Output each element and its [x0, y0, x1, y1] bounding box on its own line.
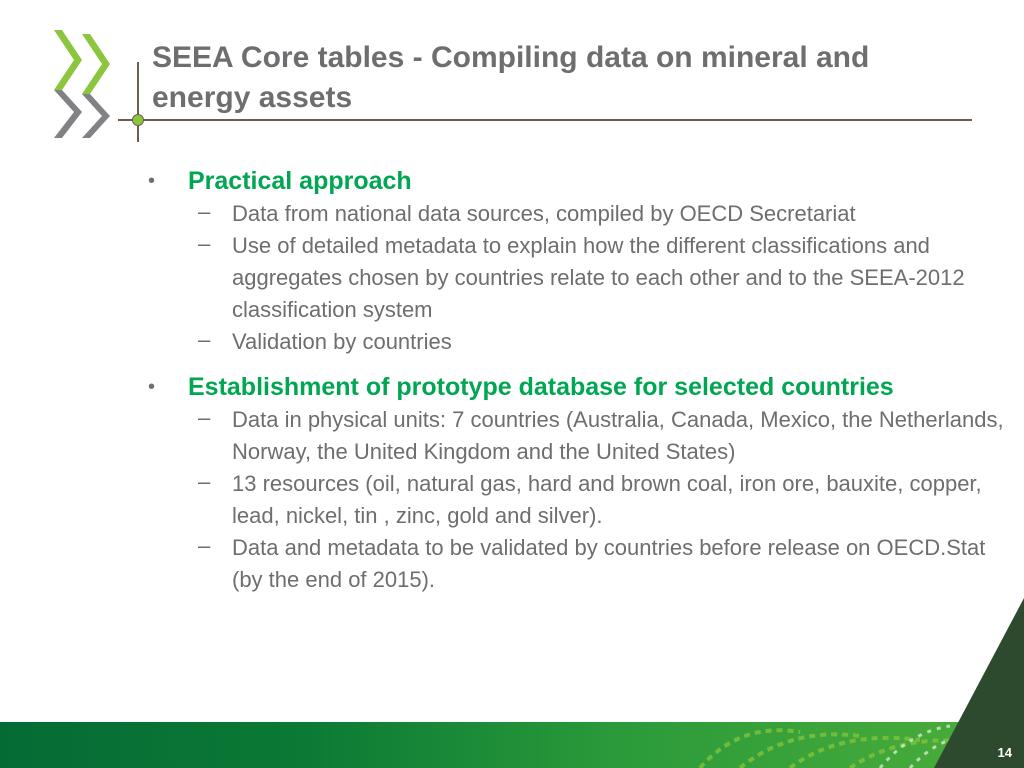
- sub-bullet-text: Validation by countries: [232, 329, 452, 354]
- bullet-dot-icon: •: [148, 170, 156, 192]
- title-divider-vertical: [137, 62, 139, 142]
- sub-bullet-item: [188, 404, 1008, 468]
- dash-icon: –: [198, 405, 211, 430]
- sub-bullet-item: [188, 532, 1008, 596]
- dash-icon: –: [198, 231, 211, 256]
- bullet-heading: Establishment of prototype database for selected countries: [188, 373, 894, 401]
- dash-icon: –: [198, 327, 211, 352]
- dash-icon: –: [198, 199, 211, 224]
- sub-bullet-text: Data from national data sources, compiled by OECD Secretariat: [232, 201, 856, 226]
- slide-content: [148, 164, 1008, 596]
- bullet-prototype-database: [148, 370, 1008, 596]
- dash-icon: –: [198, 533, 211, 558]
- sub-bullet-item: [188, 326, 1008, 358]
- title-divider-dot: [132, 114, 144, 126]
- title-divider-horizontal: [118, 119, 972, 121]
- sub-bullet-item: [188, 468, 1008, 532]
- sub-bullet-list: [188, 404, 1008, 596]
- sub-bullet-text: 13 resources (oil, natural gas, hard and brown coal, iron ore, bauxite, copper, lead, nickel, tin , zinc, gold and silver).: [232, 471, 982, 528]
- sub-bullet-list: [188, 198, 1008, 358]
- oecd-logo: [52, 30, 112, 142]
- footer-band: [0, 722, 1024, 768]
- bullet-dot-icon: •: [148, 376, 156, 398]
- sub-bullet-item: [188, 230, 1008, 326]
- page-number: 14: [997, 745, 1012, 760]
- corner-decoration: [934, 598, 1024, 768]
- bullet-practical-approach: [148, 164, 1008, 358]
- slide-title: SEEA Core tables - Compiling data on mineral and energy assets: [152, 41, 870, 114]
- sub-bullet-text: Data and metadata to be validated by countries before release on OECD.Stat (by the end of 2015).: [232, 535, 986, 592]
- dash-icon: –: [198, 469, 211, 494]
- sub-bullet-text: Use of detailed metadata to explain how the different classifications and aggregates chosen by countries relate to each other and to the SEEA-2012 classification system: [232, 233, 965, 322]
- sub-bullet-text: Data in physical units: 7 countries (Australia, Canada, Mexico, the Netherlands, Norway, the United Kingdom and the United States): [232, 407, 1004, 464]
- sub-bullet-item: [188, 198, 1008, 230]
- bullet-heading: Practical approach: [188, 167, 412, 195]
